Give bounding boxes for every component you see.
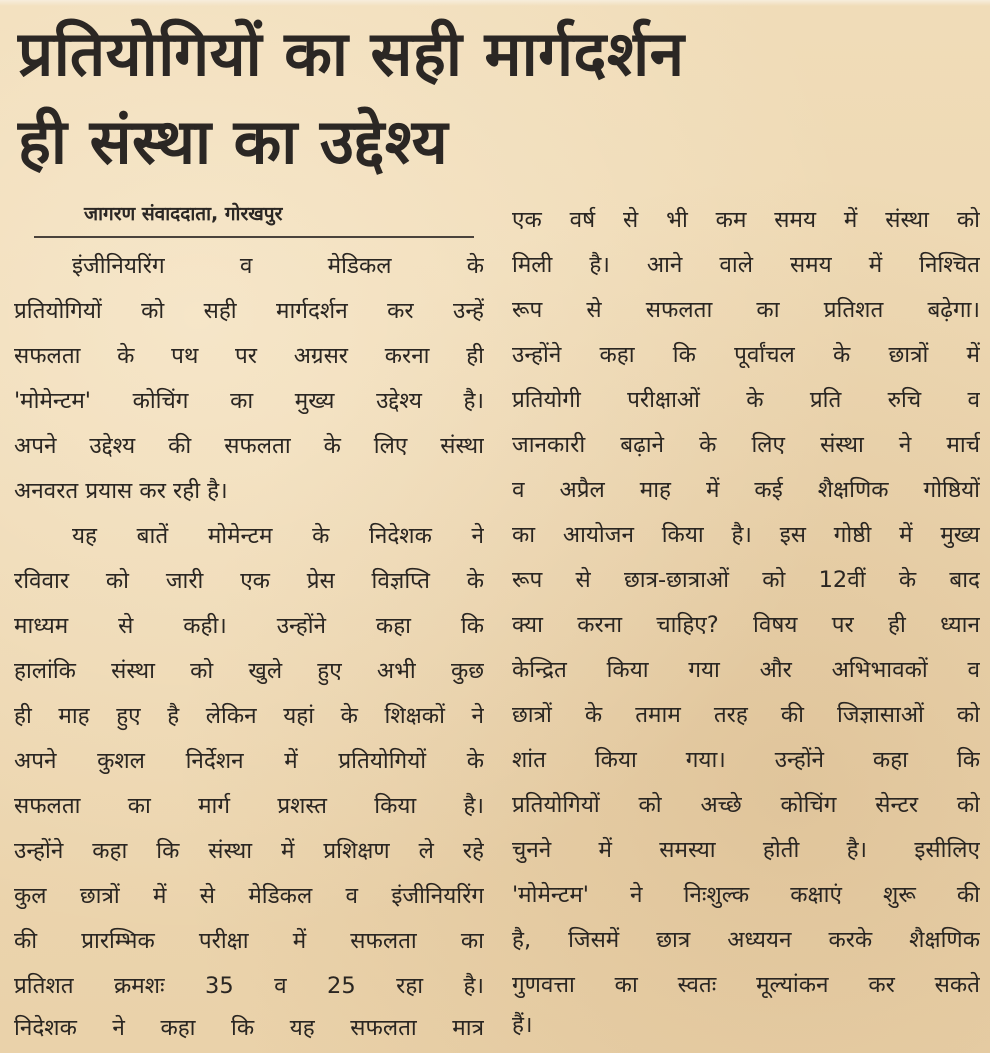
byline-rule — [34, 236, 474, 238]
headline-line: प्रतियोगियों का सही मार्गदर्शन — [18, 17, 685, 90]
headline — [18, 10, 978, 186]
article-line: यह बातें मोमेन्टम के निदेशक ने — [72, 523, 484, 549]
article-line: ही माह हुए है लेकिन यहां के शिक्षकों ने — [14, 703, 484, 729]
article-line: उन्होंने कहा कि पूर्वांचल के छात्रों में — [512, 342, 980, 368]
headline-line: ही संस्था का उद्देश्य — [18, 105, 449, 178]
article-line: हालांकि संस्था को खुले हुए अभी कुछ — [14, 658, 484, 684]
article-line: एक वर्ष से भी कम समय में संस्था को — [512, 207, 980, 233]
article-line: प्रतियोगी परीक्षाओं के प्रति रुचि व — [512, 387, 980, 413]
article-line: प्रतियोगियों को सही मार्गदर्शन कर उन्हें — [14, 298, 484, 324]
article-line: प्रतिशत क्रमशः 35 व 25 रहा है। — [14, 973, 484, 999]
article-line: अपने उद्देश्य की सफलता के लिए संस्था — [14, 433, 484, 459]
article-line: निदेशक ने कहा कि यह सफलता मात्र — [14, 1015, 484, 1041]
byline: जागरण संवाददाता, गोरखपुर — [84, 203, 283, 225]
article-line: हैं। — [512, 1012, 533, 1038]
paper-top-edge — [0, 0, 990, 6]
article-line: 'मोमेन्टम' कोचिंग का मुख्य उद्देश्य है। — [14, 388, 484, 414]
article-line: प्रतियोगियों को अच्छे कोचिंग सेन्टर को — [512, 792, 980, 818]
article-line: केन्द्रित किया गया और अभिभावकों व — [512, 657, 980, 683]
article-line: रविवार को जारी एक प्रेस विज्ञप्ति के — [14, 568, 484, 594]
article-line: सफलता के पथ पर अग्रसर करना ही — [14, 343, 484, 369]
article-line: इंजीनियरिंग व मेडिकल के — [72, 253, 484, 279]
article-line: अनवरत प्रयास कर रही है। — [14, 478, 228, 504]
article-line: की प्रारम्भिक परीक्षा में सफलता का — [14, 928, 484, 954]
article-line: जानकारी बढ़ाने के लिए संस्था ने मार्च — [512, 432, 980, 458]
article-line: शांत किया गया। उन्होंने कहा कि — [512, 747, 980, 773]
article-line: 'मोमेन्टम' ने निःशुल्क कक्षाएं शुरू की — [512, 882, 980, 908]
article-line: रूप से सफलता का प्रतिशत बढ़ेगा। — [512, 297, 980, 323]
article-line: उन्होंने कहा कि संस्था में प्रशिक्षण ले रहे — [14, 838, 484, 864]
article-line: का आयोजन किया है। इस गोष्ठी में मुख्य — [512, 522, 980, 548]
article-line: सफलता का मार्ग प्रशस्त किया है। — [14, 793, 484, 819]
article-line: क्या करना चाहिए? विषय पर ही ध्यान — [512, 612, 980, 638]
article-line: छात्रों के तमाम तरह की जिज्ञासाओं को — [512, 702, 980, 728]
article-line: रूप से छात्र-छात्राओं को 12वीं के बाद — [512, 567, 980, 593]
article-line: माध्यम से कही। उन्होंने कहा कि — [14, 613, 484, 639]
article-line: मिली है। आने वाले समय में निश्चित — [512, 252, 980, 278]
article-line: है, जिसमें छात्र अध्ययन करके शैक्षणिक — [512, 927, 980, 953]
article-line: व अप्रैल माह में कई शैक्षणिक गोष्ठियों — [512, 477, 980, 503]
article-line: चुनने में समस्या होती है। इसीलिए — [512, 837, 980, 863]
article-line: अपने कुशल निर्देशन में प्रतियोगियों के — [14, 748, 484, 774]
article-line: कुल छात्रों में से मेडिकल व इंजीनियरिंग — [14, 883, 484, 909]
article-line: गुणवत्ता का स्वतः मूल्यांकन कर सकते — [512, 972, 980, 998]
